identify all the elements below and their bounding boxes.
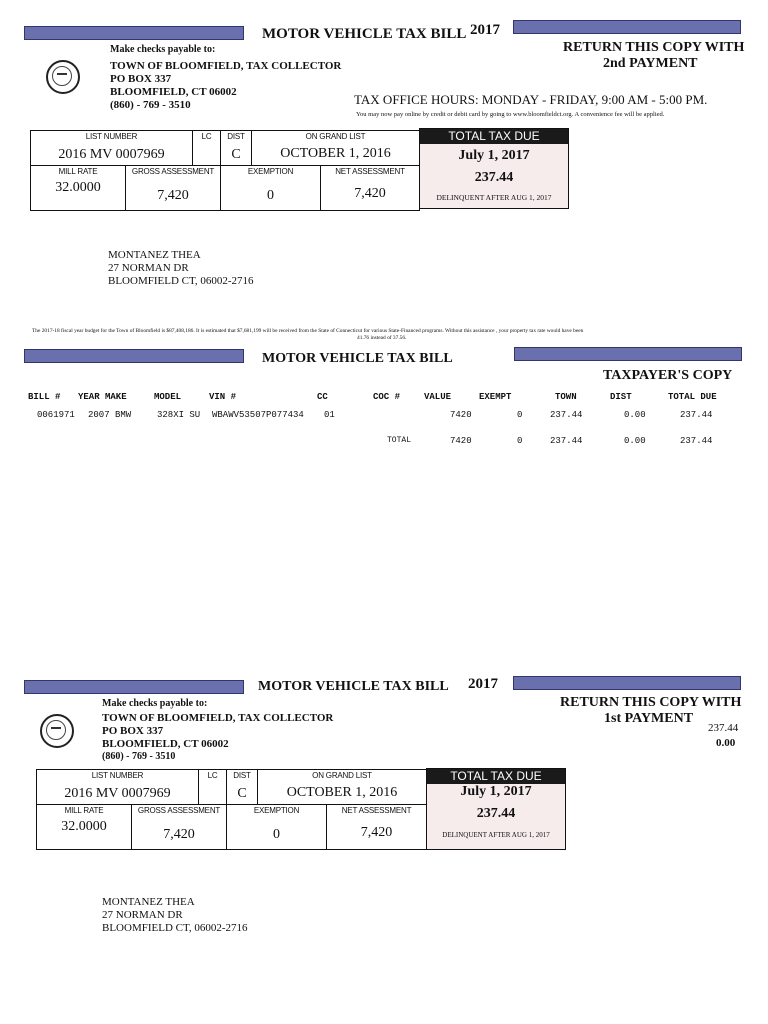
net-cell (320, 165, 420, 211)
top-bill-year: 2017 (470, 22, 500, 38)
mill-rate-cell (30, 165, 126, 211)
bottom-bill-right-bar (513, 676, 741, 690)
bottom-payee-city: BLOOMFIELD, CT 06002 (102, 738, 229, 750)
dist-cell (220, 130, 252, 166)
header-bill: BILL # (28, 392, 61, 402)
grand-list-cell (251, 130, 420, 166)
bottom-grand-list-label: ON GRAND LIST (312, 771, 372, 780)
exemption-value: 0 (267, 188, 274, 203)
payee-city: BLOOMFIELD, CT 06002 (110, 86, 237, 98)
due-date: July 1, 2017 (458, 148, 530, 163)
header-town: TOWN (555, 392, 577, 402)
net-value: 7,420 (354, 186, 386, 201)
dist-value: C (231, 147, 241, 162)
middle-title: MOTOR VEHICLE TAX BILL (262, 351, 453, 366)
bottom-delinquent-note: DELINQUENT AFTER AUG 1, 2017 (442, 831, 550, 839)
bottom-mill-rate-label: MILL RATE (64, 806, 104, 815)
row-dist: 0.00 (624, 410, 646, 420)
bottom-list-number-label: LIST NUMBER (91, 771, 144, 780)
totals-exempt: 0 (517, 436, 523, 446)
town-seal-icon (46, 60, 80, 94)
exemption-cell (220, 165, 321, 211)
exemption-label: EXEMPTION (247, 167, 294, 176)
payee-name: TOWN OF BLOOMFIELD, TAX COLLECTOR (110, 60, 342, 72)
taxpayer-copy-label: TAXPAYER'S COPY (603, 368, 733, 383)
bottom-return-copy-line2: 1st PAYMENT (604, 711, 694, 726)
row-town: 237.44 (550, 410, 583, 420)
return-copy-line2: 2nd PAYMENT (603, 56, 698, 71)
bottom-total-due-header: TOTAL TAX DUE (427, 769, 565, 784)
totals-value: 7420 (450, 436, 472, 446)
row-year-make: 2007 BMW (88, 410, 132, 420)
bottom-gross-label: GROSS ASSESSMENT (137, 806, 221, 815)
bottom-payee-name: TOWN OF BLOOMFIELD, TAX COLLECTOR (102, 712, 334, 724)
header-total-due: TOTAL DUE (668, 392, 717, 402)
bottom-net-cell (326, 804, 427, 850)
bottom-grand-list-value: OCTOBER 1, 2016 (286, 785, 398, 800)
bottom-payee-phone: (860) - 769 - 3510 (102, 751, 176, 762)
lc-label: LC (201, 132, 212, 141)
middle-right-bar (514, 347, 742, 361)
list-number-label: LIST NUMBER (85, 132, 138, 141)
bottom-taxpayer-city: BLOOMFIELD CT, 06002-2716 (102, 922, 248, 934)
taxpayer-name: MONTANEZ THEA (108, 249, 201, 261)
header-year-make: YEAR MAKE (78, 392, 127, 402)
bottom-list-number-value: 2016 MV 0007969 (64, 786, 171, 801)
online-note: You may now pay online by credit or debit card by going to www.bloomfieldct.org. A convenience fee will be applied. (356, 111, 665, 118)
lc-cell (192, 130, 221, 166)
middle-left-bar (24, 349, 244, 363)
net-label: NET ASSESSMENT (335, 167, 405, 176)
return-copy-line1: RETURN THIS COPY WITH (563, 40, 745, 55)
bottom-dist-value: C (237, 786, 247, 801)
header-model: MODEL (154, 392, 182, 402)
totals-dist: 0.00 (624, 436, 646, 446)
bottom-taxpayer-name: MONTANEZ THEA (102, 896, 195, 908)
row-bill: 0061971 (37, 410, 75, 420)
bottom-grand-list-cell (257, 769, 427, 805)
header-cc: CC (317, 392, 328, 402)
bottom-gross-cell (131, 804, 227, 850)
payee-po-box: PO BOX 337 (110, 73, 172, 85)
top-bill-right-bar (513, 20, 741, 34)
top-bill-title: MOTOR VEHICLE TAX BILL (262, 26, 467, 42)
list-number-cell (30, 130, 193, 166)
bottom-net-label: NET ASSESSMENT (341, 806, 412, 815)
bottom-dist-label: DIST (233, 771, 251, 780)
side-amount-2: 0.00 (716, 737, 736, 749)
top-bill-left-bar (24, 26, 244, 40)
bottom-mill-rate-cell (36, 804, 132, 850)
office-hours: TAX OFFICE HOURS: MONDAY - FRIDAY, 9:00 AM - 5:00 PM. (354, 92, 708, 107)
row-total-due: 237.44 (680, 410, 713, 420)
grand-list-value: OCTOBER 1, 2016 (280, 146, 391, 161)
list-number-value: 2016 MV 0007969 (58, 147, 165, 162)
town-seal-icon (40, 714, 74, 748)
header-coc: COC # (373, 392, 401, 402)
totals-total-due: 237.44 (680, 436, 713, 446)
header-exempt: EXEMPT (479, 392, 512, 402)
dist-label: DIST (227, 132, 245, 141)
totals-label: TOTAL (387, 436, 412, 445)
row-vin: WBAWV53507P077434 (212, 410, 304, 420)
make-checks-label: Make checks payable to: (110, 44, 216, 55)
header-value: VALUE (424, 392, 452, 402)
bottom-due-date: July 1, 2017 (460, 784, 532, 799)
payee-phone: (860) - 769 - 3510 (110, 99, 191, 111)
bottom-return-copy-line1: RETURN THIS COPY WITH (560, 695, 742, 710)
bottom-bill-title: MOTOR VEHICLE TAX BILL (258, 679, 449, 694)
total-due-box (419, 128, 569, 209)
bottom-taxpayer-street: 27 NORMAN DR (102, 909, 183, 921)
row-model: 328XI SU (157, 410, 201, 420)
mill-rate-label: MILL RATE (58, 167, 98, 176)
delinquent-note: DELINQUENT AFTER AUG 1, 2017 (436, 193, 552, 202)
totals-town: 237.44 (550, 436, 583, 446)
header-dist: DIST (610, 392, 632, 402)
bottom-gross-value: 7,420 (163, 827, 195, 842)
grand-list-label: ON GRAND LIST (305, 132, 366, 141)
gross-label: GROSS ASSESSMENT (131, 167, 215, 176)
bottom-net-value: 7,420 (360, 825, 393, 840)
bottom-bill-left-bar (24, 680, 244, 694)
header-vin: VIN # (209, 392, 237, 402)
taxpayer-street: 27 NORMAN DR (108, 262, 189, 274)
gross-value: 7,420 (157, 188, 189, 203)
total-due-amount: 237.44 (474, 170, 514, 185)
bottom-mill-rate-value: 32.0000 (61, 819, 107, 834)
bottom-total-due-box (426, 768, 566, 850)
bottom-lc-label: LC (207, 771, 218, 780)
bottom-exemption-cell (226, 804, 327, 850)
mill-rate-value: 32.0000 (55, 180, 101, 195)
side-amount-1: 237.44 (708, 722, 739, 734)
bottom-exemption-value: 0 (273, 827, 280, 842)
gross-cell (125, 165, 221, 211)
total-due-header: TOTAL TAX DUE (420, 129, 568, 144)
bottom-dist-cell (226, 769, 258, 805)
budget-note-line1: The 2017-18 fiscal year budget for the Town of Bloomfield is $87,408,186. It is estimated that $7,681,199 will be received from the State of Connecticut for various State-Financed programs. Without this assistance , your property tax rate would have been (32, 328, 584, 334)
bottom-exemption-label: EXEMPTION (253, 806, 300, 815)
bottom-bill-year: 2017 (468, 676, 498, 692)
budget-note-line2: 41.76 instead of 37.56. (357, 335, 407, 341)
bottom-lc-cell (198, 769, 227, 805)
taxpayer-city: BLOOMFIELD CT, 06002-2716 (108, 275, 254, 287)
bottom-total-due-amount: 237.44 (476, 806, 516, 821)
bottom-make-checks-label: Make checks payable to: (102, 698, 208, 709)
row-cc: 01 (324, 410, 335, 420)
bottom-list-number-cell (36, 769, 199, 805)
row-value: 7420 (450, 410, 472, 420)
bottom-payee-po-box: PO BOX 337 (102, 725, 164, 737)
row-exempt: 0 (517, 410, 523, 420)
